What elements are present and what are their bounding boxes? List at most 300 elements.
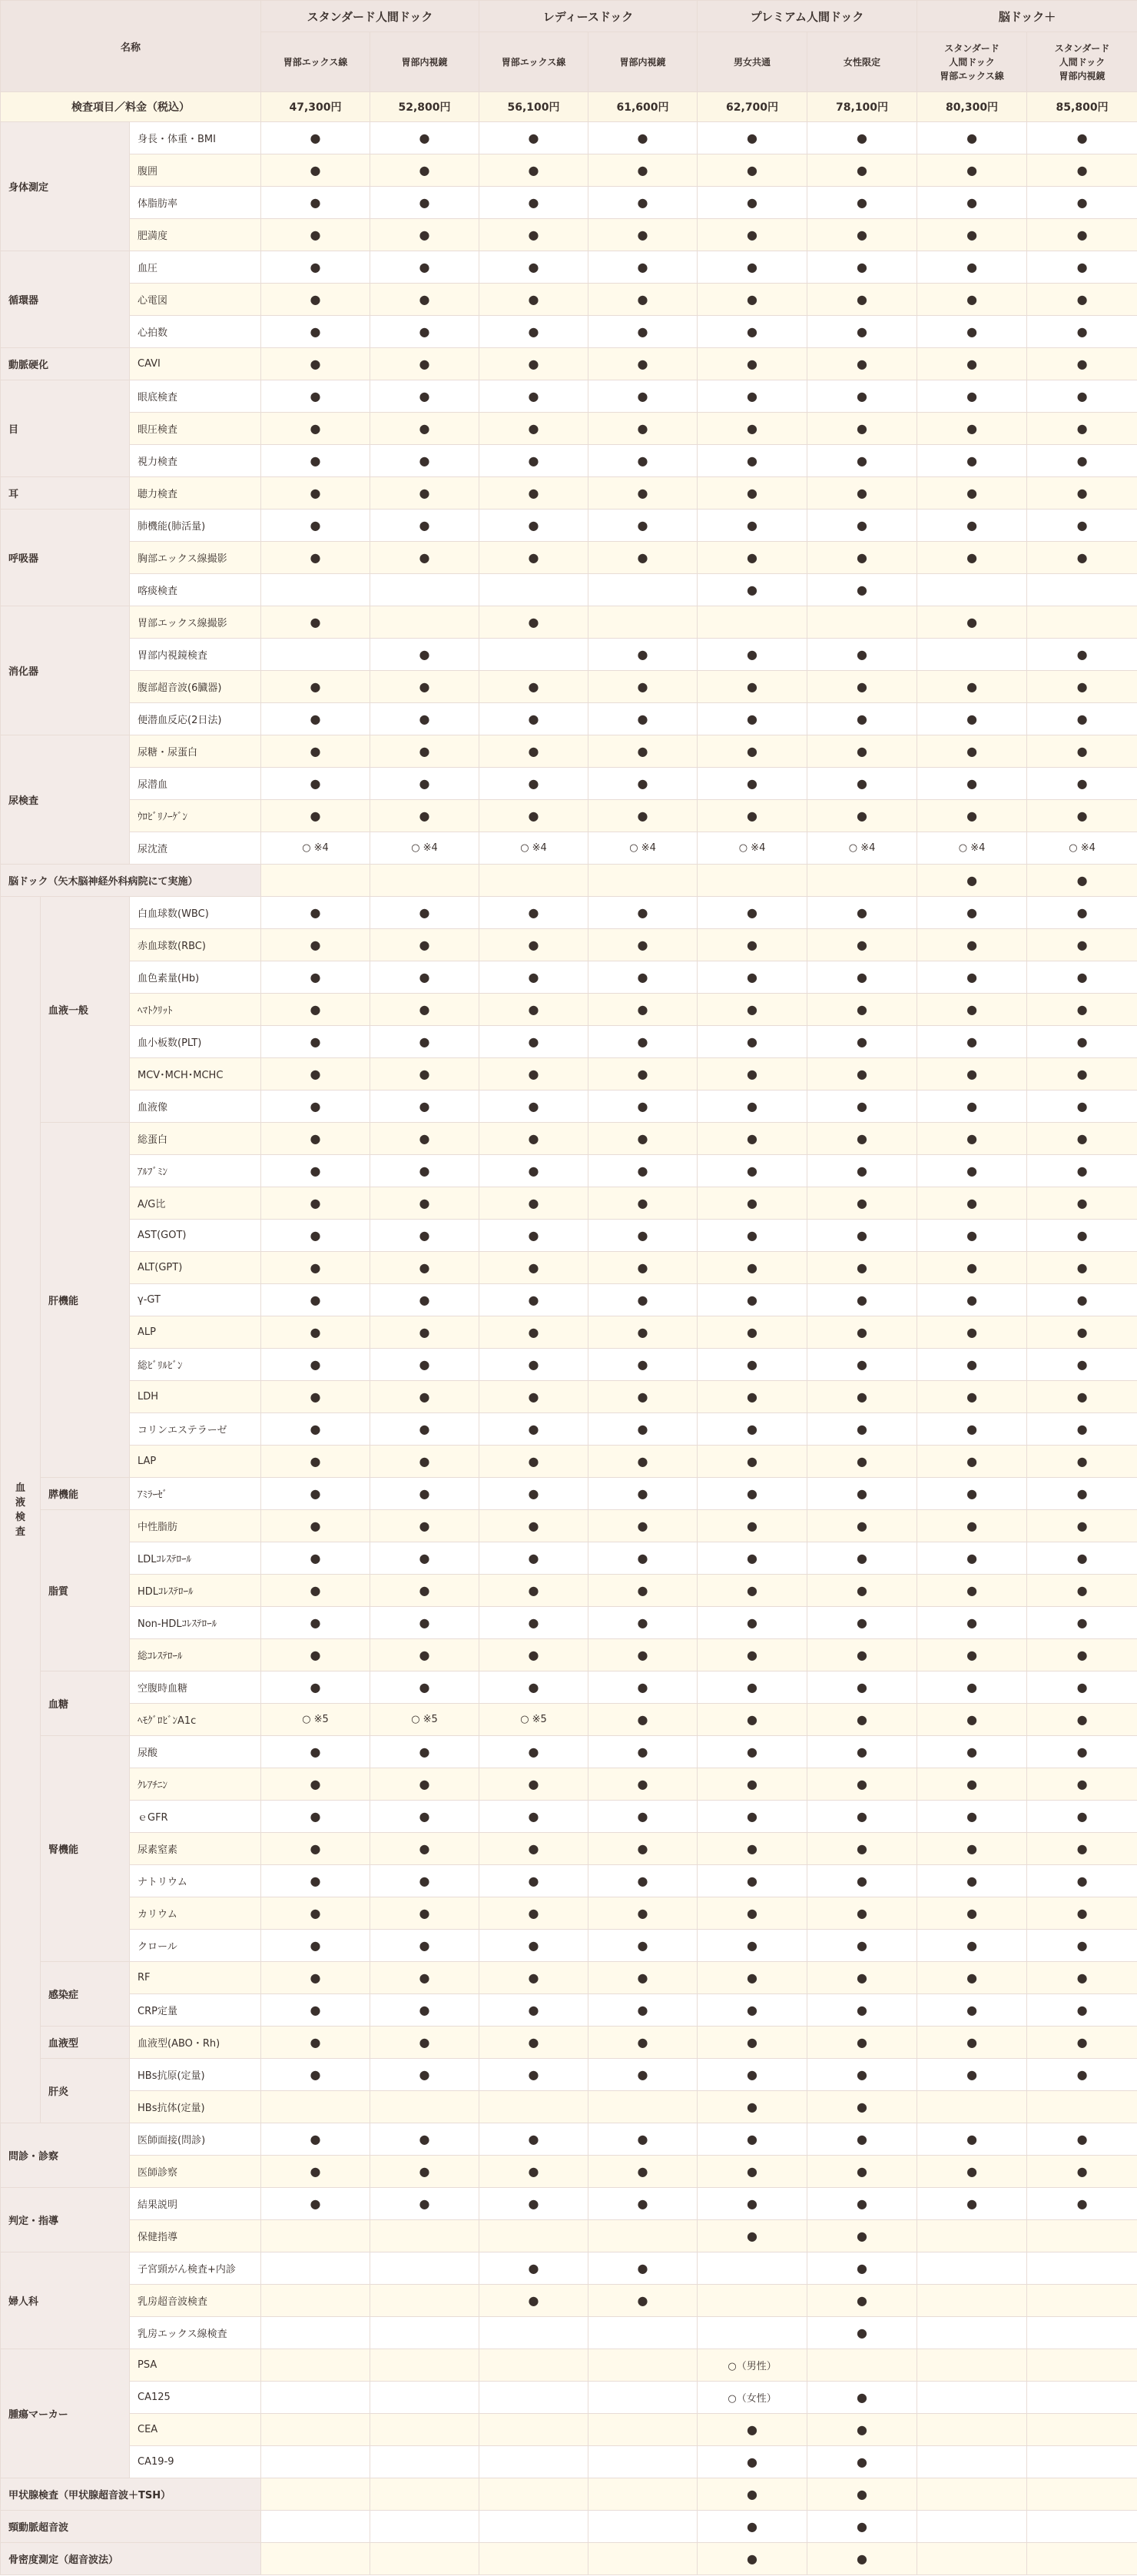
name-header: 名称 [1, 1, 261, 92]
exam-item-label: 尿潜血 [130, 768, 261, 800]
exam-item-label: 眼底検査 [130, 380, 261, 413]
availability-mark [1027, 2252, 1137, 2285]
availability-mark: ● [261, 187, 370, 219]
availability-mark [479, 639, 588, 671]
table-row [1, 445, 1137, 477]
availability-mark [588, 2511, 698, 2543]
availability-mark: ● [370, 768, 479, 800]
availability-mark: ● [479, 413, 588, 445]
availability-mark: ● [917, 2123, 1027, 2156]
availability-mark: ● [807, 2091, 917, 2123]
availability-mark: ● [807, 316, 917, 348]
availability-mark: ● [588, 1704, 698, 1736]
table-row [1, 2123, 1137, 2156]
availability-mark: ● [479, 1865, 588, 1897]
availability-mark: ● [917, 2027, 1027, 2059]
availability-mark: ● [1027, 1155, 1137, 1187]
table-row [1, 1736, 1137, 1768]
availability-mark: ● [1027, 413, 1137, 445]
table-row [1, 639, 1137, 671]
availability-mark [698, 606, 807, 639]
availability-mark: ● [698, 413, 807, 445]
availability-mark [479, 2414, 588, 2446]
availability-mark [588, 574, 698, 606]
availability-mark: ● [479, 800, 588, 832]
availability-mark: ● [588, 2027, 698, 2059]
availability-mark: ● [261, 994, 370, 1026]
availability-mark: ● [370, 1801, 479, 1833]
availability-mark [1027, 2543, 1137, 2575]
availability-mark: ● [370, 1155, 479, 1187]
availability-mark [479, 2220, 588, 2252]
exam-item-label: CAVI [130, 348, 261, 380]
availability-mark: ● [370, 2059, 479, 2091]
availability-mark: ● [588, 671, 698, 703]
availability-mark: ● [698, 154, 807, 187]
availability-mark: ● [479, 2059, 588, 2091]
category-label: 目 [1, 380, 130, 477]
availability-mark: ● [261, 2156, 370, 2188]
availability-mark: ● [698, 2156, 807, 2188]
availability-mark: ● [370, 2027, 479, 2059]
availability-mark: ● [1027, 1607, 1137, 1639]
availability-mark: ● [698, 1542, 807, 1575]
availability-mark: ● [917, 606, 1027, 639]
availability-mark: ○ ※5 [479, 1704, 588, 1736]
availability-mark: ● [370, 1865, 479, 1897]
availability-mark [370, 2091, 479, 2123]
availability-mark [370, 865, 479, 897]
availability-mark: ● [698, 1930, 807, 1962]
exam-rows [1, 122, 1137, 2575]
availability-mark [479, 2091, 588, 2123]
availability-mark [698, 2317, 807, 2349]
table-row [1, 897, 1137, 929]
availability-mark: ● [261, 1413, 370, 1446]
availability-mark: ● [261, 251, 370, 284]
availability-mark: ● [479, 1220, 588, 1252]
availability-mark: ● [261, 1123, 370, 1155]
availability-mark [1027, 2317, 1137, 2349]
availability-mark [261, 2349, 370, 2382]
exam-item-label: PSA [130, 2349, 261, 2382]
availability-mark: ● [698, 1478, 807, 1510]
exam-item-label: Non-HDLｺﾚｽﾃﾛｰﾙ [130, 1607, 261, 1639]
subcategory-label: 腎機能 [41, 1736, 130, 1962]
availability-mark: ● [698, 445, 807, 477]
availability-mark: ● [370, 994, 479, 1026]
availability-mark [261, 2414, 370, 2446]
exam-item-label: 尿糖・尿蛋白 [130, 735, 261, 768]
availability-mark [479, 2317, 588, 2349]
availability-mark: ● [1027, 1026, 1137, 1058]
table-row [1, 1123, 1137, 1155]
availability-mark: ● [261, 1252, 370, 1284]
availability-mark: ● [917, 1446, 1027, 1478]
availability-mark: ● [917, 1090, 1027, 1123]
exam-item-label: LDH [130, 1381, 261, 1413]
availability-mark: ● [370, 800, 479, 832]
availability-mark: ● [261, 1639, 370, 1671]
availability-mark: ● [370, 1639, 479, 1671]
availability-mark: ● [1027, 187, 1137, 219]
availability-mark: ● [698, 768, 807, 800]
price-value: 80,300円 [917, 92, 1027, 122]
availability-mark: ● [370, 316, 479, 348]
availability-mark: ● [917, 1478, 1027, 1510]
availability-mark: ● [588, 1930, 698, 1962]
availability-mark: ● [698, 1252, 807, 1284]
table-row [1, 1962, 1137, 1994]
availability-mark: ● [807, 1510, 917, 1542]
availability-mark: ● [479, 1284, 588, 1316]
table-row [1, 671, 1137, 703]
availability-mark: ● [807, 1187, 917, 1220]
availability-mark: ● [1027, 1478, 1137, 1510]
availability-mark: ● [370, 1026, 479, 1058]
availability-mark: ● [588, 316, 698, 348]
availability-mark: ● [807, 2123, 917, 2156]
availability-mark [1027, 2511, 1137, 2543]
exam-item-label: CA125 [130, 2382, 261, 2414]
availability-mark: ● [1027, 703, 1137, 735]
availability-mark: ● [698, 2123, 807, 2156]
availability-mark: ● [261, 1962, 370, 1994]
exam-item-label: コリンエステラーゼ [130, 1413, 261, 1446]
availability-mark: ● [807, 2446, 917, 2478]
availability-mark: ● [261, 316, 370, 348]
availability-mark: ● [807, 1220, 917, 1252]
availability-mark [588, 2478, 698, 2511]
exam-item-label: CA19-9 [130, 2446, 261, 2478]
availability-mark [370, 2317, 479, 2349]
exam-item-label: HBs抗原(定量) [130, 2059, 261, 2091]
availability-mark: ● [807, 477, 917, 510]
availability-mark: ● [370, 639, 479, 671]
availability-mark: ● [917, 1575, 1027, 1607]
availability-mark: ● [917, 2188, 1027, 2220]
table-row [1, 1833, 1137, 1865]
availability-mark: ● [479, 380, 588, 413]
availability-mark: ● [1027, 316, 1137, 348]
availability-mark: ● [588, 1510, 698, 1542]
availability-mark: ● [261, 477, 370, 510]
availability-mark [370, 2478, 479, 2511]
exam-item-label: 乳房超音波検査 [130, 2285, 261, 2317]
table-row [1, 2446, 1137, 2478]
exam-item-label: CEA [130, 2414, 261, 2446]
availability-mark: ● [370, 122, 479, 154]
availability-mark: ● [479, 2252, 588, 2285]
availability-mark [261, 2252, 370, 2285]
availability-mark: ● [261, 1187, 370, 1220]
availability-mark: ● [1027, 477, 1137, 510]
availability-mark: ● [917, 1671, 1027, 1704]
availability-mark: ● [261, 1446, 370, 1478]
exam-item-label: 眼圧検査 [130, 413, 261, 445]
exam-item-label: ナトリウム [130, 1865, 261, 1897]
availability-mark: ● [588, 2156, 698, 2188]
exam-item-label: クロール [130, 1930, 261, 1962]
availability-mark: ● [698, 1736, 807, 1768]
availability-mark: ● [479, 2027, 588, 2059]
availability-mark: ● [698, 380, 807, 413]
availability-mark: ● [261, 897, 370, 929]
availability-mark: ● [479, 1768, 588, 1801]
availability-mark: ● [698, 994, 807, 1026]
exam-item-label: LAP [130, 1446, 261, 1478]
availability-mark [1027, 2382, 1137, 2414]
availability-mark: ● [588, 1090, 698, 1123]
table-row [1, 735, 1137, 768]
table-row [1, 219, 1137, 251]
availability-mark: ● [807, 1413, 917, 1446]
availability-mark [261, 2478, 370, 2511]
availability-mark: ● [698, 2220, 807, 2252]
exam-item-label: 血色素量(Hb) [130, 961, 261, 994]
exam-item-label: 心拍数 [130, 316, 261, 348]
availability-mark: ● [261, 1671, 370, 1704]
category-label: 呼吸器 [1, 510, 130, 606]
availability-mark [261, 639, 370, 671]
availability-mark: ○ ※4 [1027, 832, 1137, 865]
availability-mark: ● [698, 800, 807, 832]
availability-mark: ● [698, 1058, 807, 1090]
availability-mark: ● [370, 187, 479, 219]
availability-mark [370, 2220, 479, 2252]
availability-mark: ● [807, 2285, 917, 2317]
availability-mark: ● [917, 413, 1027, 445]
table-row [1, 2349, 1137, 2382]
availability-mark: ● [588, 1768, 698, 1801]
availability-mark: ● [588, 1026, 698, 1058]
availability-mark [588, 2317, 698, 2349]
availability-mark: ● [261, 1058, 370, 1090]
table-row [1, 122, 1137, 154]
table-row [1, 2317, 1137, 2349]
table-row [1, 2091, 1137, 2123]
availability-mark: ● [807, 1090, 917, 1123]
table-row [1, 574, 1137, 606]
availability-mark [479, 2382, 588, 2414]
category-label: 耳 [1, 477, 130, 510]
availability-mark: ● [1027, 380, 1137, 413]
availability-mark: ● [917, 219, 1027, 251]
availability-mark: ○ ※4 [698, 832, 807, 865]
availability-mark: ● [370, 1736, 479, 1768]
availability-mark [370, 2349, 479, 2382]
availability-mark: ● [807, 1446, 917, 1478]
availability-mark: ● [588, 2123, 698, 2156]
availability-mark: ● [261, 122, 370, 154]
availability-mark: ● [807, 1994, 917, 2027]
availability-mark: ● [1027, 929, 1137, 961]
availability-mark: ○ ※5 [261, 1704, 370, 1736]
availability-mark [917, 2317, 1027, 2349]
availability-mark: ● [807, 219, 917, 251]
sub-header: 胃部エックス線 [479, 32, 588, 92]
availability-mark: ● [588, 1446, 698, 1478]
availability-mark: ● [917, 703, 1027, 735]
availability-mark: ● [588, 735, 698, 768]
table-row [1, 768, 1137, 800]
availability-mark: ● [1027, 1833, 1137, 1865]
availability-mark: ● [1027, 510, 1137, 542]
availability-mark: ● [807, 994, 917, 1026]
category-label: 判定・指導 [1, 2188, 130, 2252]
availability-mark: ● [698, 2091, 807, 2123]
availability-mark: ● [479, 1413, 588, 1446]
availability-mark: ● [588, 1381, 698, 1413]
availability-mark: ● [1027, 768, 1137, 800]
availability-mark: ● [588, 1478, 698, 1510]
availability-mark: ● [370, 413, 479, 445]
availability-mark: ● [370, 929, 479, 961]
availability-mark: ● [370, 445, 479, 477]
availability-mark [917, 2382, 1027, 2414]
availability-mark: ● [807, 1801, 917, 1833]
availability-mark: ● [588, 1187, 698, 1220]
exam-item-label: 医師診察 [130, 2156, 261, 2188]
table-row [1, 994, 1137, 1026]
availability-mark: ● [261, 1768, 370, 1801]
table-row [1, 2220, 1137, 2252]
availability-mark: ● [261, 1090, 370, 1123]
table-row [1, 1542, 1137, 1575]
availability-mark: ● [479, 1542, 588, 1575]
availability-mark [479, 2511, 588, 2543]
availability-mark: ● [698, 348, 807, 380]
table-row [1, 800, 1137, 832]
availability-mark: ● [917, 1930, 1027, 1962]
availability-mark: ● [588, 994, 698, 1026]
availability-mark: ● [917, 1187, 1027, 1220]
availability-mark: ● [917, 2156, 1027, 2188]
exam-item-label: ﾍﾓｸﾞﾛﾋﾞﾝA1c [130, 1704, 261, 1736]
availability-mark: ● [370, 1381, 479, 1413]
availability-mark [479, 2349, 588, 2382]
availability-mark [1027, 606, 1137, 639]
availability-mark [1027, 2478, 1137, 2511]
table-row [1, 1994, 1137, 2027]
availability-mark: ● [917, 1801, 1027, 1833]
table-row [1, 380, 1137, 413]
table-row [1, 284, 1137, 316]
availability-mark [588, 2414, 698, 2446]
availability-mark: ● [807, 2543, 917, 2575]
availability-mark [917, 2511, 1027, 2543]
availability-mark: ● [807, 574, 917, 606]
availability-mark: ● [807, 800, 917, 832]
availability-mark: ● [479, 477, 588, 510]
availability-mark: ● [807, 445, 917, 477]
availability-mark: ● [370, 1413, 479, 1446]
table-row [1, 606, 1137, 639]
availability-mark: ● [917, 1123, 1027, 1155]
availability-mark: ● [917, 348, 1027, 380]
table-row [1, 316, 1137, 348]
availability-mark: ● [698, 1833, 807, 1865]
availability-mark: ○ ※5 [370, 1704, 479, 1736]
availability-mark: ● [370, 1542, 479, 1575]
availability-mark: ● [698, 574, 807, 606]
availability-mark: ● [261, 961, 370, 994]
availability-mark: ● [261, 413, 370, 445]
availability-mark: ● [588, 1284, 698, 1316]
availability-mark: ● [917, 380, 1027, 413]
availability-mark: ● [917, 542, 1027, 574]
availability-mark: ● [807, 1123, 917, 1155]
exam-item-label: 血液像 [130, 1090, 261, 1123]
availability-mark [261, 2382, 370, 2414]
availability-mark: ● [261, 2123, 370, 2156]
availability-mark: ● [261, 1575, 370, 1607]
availability-mark: ● [261, 1607, 370, 1639]
availability-mark: ● [370, 1123, 479, 1155]
table-row [1, 1930, 1137, 1962]
availability-mark [261, 2091, 370, 2123]
exam-item-label: 医師面接(問診) [130, 2123, 261, 2156]
availability-mark: ● [261, 1220, 370, 1252]
exam-item-label: 腹部超音波(6臓器) [130, 671, 261, 703]
availability-mark: ● [1027, 1446, 1137, 1478]
category-label: 骨密度測定（超音波法） [1, 2543, 261, 2575]
exam-item-label: LDLｺﾚｽﾃﾛｰﾙ [130, 1542, 261, 1575]
availability-mark: ● [698, 735, 807, 768]
availability-mark: ● [261, 542, 370, 574]
price-label: 検査項目／料金（税込） [1, 92, 261, 122]
availability-mark: ● [917, 284, 1027, 316]
availability-mark [588, 2382, 698, 2414]
availability-mark: ● [698, 1413, 807, 1446]
availability-mark: ● [807, 1865, 917, 1897]
availability-mark: ● [698, 510, 807, 542]
availability-mark: ● [479, 994, 588, 1026]
availability-mark: ● [479, 2156, 588, 2188]
availability-mark: ● [807, 1252, 917, 1284]
availability-mark: ● [807, 251, 917, 284]
availability-mark [479, 865, 588, 897]
availability-mark: ● [588, 445, 698, 477]
exam-item-label: 尿酸 [130, 1736, 261, 1768]
availability-mark: ● [370, 1510, 479, 1542]
availability-mark: ● [370, 1897, 479, 1930]
availability-mark [1027, 2414, 1137, 2446]
availability-mark: ● [370, 735, 479, 768]
availability-mark: ● [1027, 1930, 1137, 1962]
availability-mark: ● [261, 348, 370, 380]
availability-mark: ● [1027, 994, 1137, 1026]
exam-item-label: 身長・体重・BMI [130, 122, 261, 154]
availability-mark: ● [807, 1316, 917, 1349]
availability-mark: ● [588, 1865, 698, 1897]
availability-mark: ● [698, 2446, 807, 2478]
availability-mark: ● [807, 1833, 917, 1865]
availability-mark [917, 2446, 1027, 2478]
availability-mark: ● [261, 1478, 370, 1510]
availability-mark: ● [588, 1542, 698, 1575]
table-row [1, 2188, 1137, 2220]
availability-mark: ● [917, 1736, 1027, 1768]
availability-mark: ● [807, 1671, 917, 1704]
exam-item-label: 白血球数(WBC) [130, 897, 261, 929]
availability-mark: ● [807, 348, 917, 380]
availability-mark: ● [370, 2123, 479, 2156]
availability-mark: ● [807, 703, 917, 735]
availability-mark: ● [479, 768, 588, 800]
table-row [1, 1090, 1137, 1123]
availability-mark: ● [698, 1768, 807, 1801]
